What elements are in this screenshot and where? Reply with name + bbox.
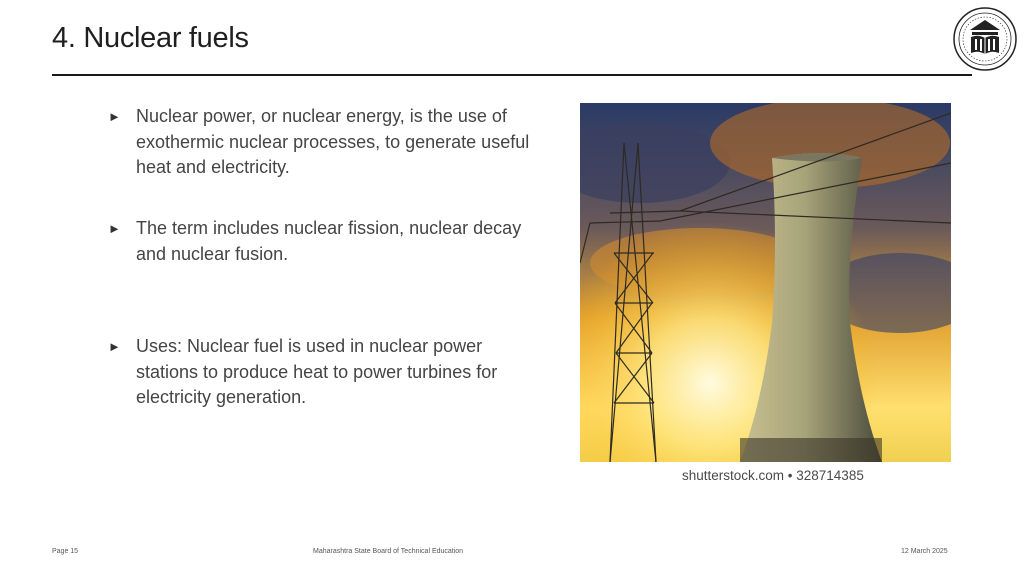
bullet-text: Uses: Nuclear fuel is used in nuclear power stations to produce heat to power turbines for electricity generation. bbox=[136, 336, 498, 407]
image-credit: shutterstock.com • 328714385 bbox=[682, 468, 864, 483]
bullet-marker: ► bbox=[108, 221, 121, 236]
bullet-text: Nuclear power, or nuclear energy, is the use of exothermic nuclear processes, to generate useful heat and electricity. bbox=[136, 106, 530, 177]
footer-organization: Maharashtra State Board of Technical Education bbox=[313, 548, 464, 555]
bullet-item bbox=[108, 104, 538, 181]
slide-title: 4. Nuclear fuels bbox=[52, 22, 249, 54]
bullet-text: The term includes nuclear fission, nuclear decay and nuclear fusion. bbox=[136, 218, 522, 264]
page-number: Page 15 bbox=[52, 548, 79, 555]
bullet-marker: ► bbox=[108, 339, 121, 354]
bullet-item bbox=[108, 216, 538, 267]
cooling-tower-illustration bbox=[580, 103, 951, 462]
msbte-logo-icon bbox=[952, 6, 1018, 72]
footer-date: 12 March 2025 bbox=[901, 548, 948, 555]
cooling-tower-photo bbox=[580, 103, 951, 462]
bullet-marker: ► bbox=[108, 109, 121, 124]
bullet-item bbox=[108, 334, 538, 411]
title-divider bbox=[52, 74, 972, 76]
